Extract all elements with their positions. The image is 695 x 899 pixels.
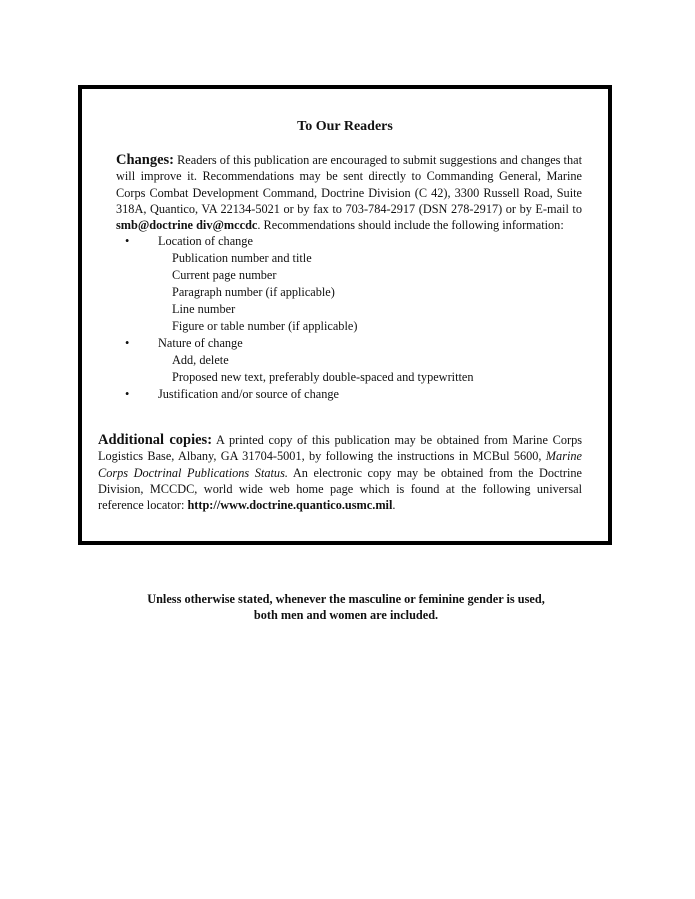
bullet-marker: • bbox=[125, 234, 130, 249]
gender-notice-line-1: Unless otherwise stated, whenever the masculine or feminine gender is used, bbox=[147, 592, 545, 606]
sub-item: Paragraph number (if applicable) bbox=[172, 285, 335, 300]
sub-item: Add, delete bbox=[172, 352, 229, 367]
publication-title: Marine Corps Doctrinal Publications Status. bbox=[98, 449, 582, 480]
changes-email: smb@doctrine div@mccdc bbox=[116, 218, 258, 233]
bullet-label: Nature of change bbox=[158, 335, 243, 350]
sub-item: Line number bbox=[172, 302, 236, 317]
bullet-location-of-change bbox=[116, 233, 582, 250]
changes-paragraph bbox=[116, 152, 582, 233]
additional-copies-label: Additional copies: bbox=[98, 432, 213, 448]
gender-notice bbox=[78, 591, 614, 623]
box-title: To Our Readers bbox=[297, 119, 393, 134]
gender-notice-line-2: both men and women are included. bbox=[253, 608, 439, 622]
readers-notice-box bbox=[78, 85, 612, 545]
bullet-nature-of-change bbox=[116, 335, 582, 352]
changes-bullet-list bbox=[116, 233, 582, 402]
additional-text-before-title: A printed copy of this publication may be obtained from Marine Corps Logistics Base, Albany, GA 31704-5001, by following the instructions in MCBul 5600, bbox=[98, 433, 582, 464]
additional-copies-paragraph bbox=[98, 432, 582, 513]
bullet-label: Justification and/or source of change bbox=[158, 386, 339, 401]
changes-label: Changes: bbox=[116, 152, 175, 168]
doctrine-url: http://www.doctrine.quantico.usmc.mil bbox=[187, 498, 393, 513]
bullet-marker: • bbox=[125, 335, 130, 350]
sub-item: Proposed new text, preferably double-spaced and typewritten bbox=[172, 369, 474, 384]
additional-text-end: . bbox=[392, 498, 396, 513]
bullet-justification bbox=[116, 386, 582, 403]
bullet-label: Location of change bbox=[158, 234, 253, 249]
additional-text-before-url: An electronic copy may be obtained from the Doctrine Division, MCCDC, world wide web home page which is found at the following universal reference locator: bbox=[98, 465, 582, 513]
bullet-marker: • bbox=[125, 386, 130, 401]
sub-item: Figure or table number (if applicable) bbox=[172, 319, 358, 334]
changes-text-after-email: . Recommendations should include the following information: bbox=[257, 218, 564, 233]
changes-section bbox=[116, 152, 582, 403]
changes-text-before-email: Readers of this publication are encouraged to submit suggestions and changes that will improve it. Recommendations may be sent directly to Commanding General, Marine Corps Combat Development Command, Doctrine Division (C 42), 3300 Russell Road, Suite 318A, Quantico, VA 22134-5021 or by fax to 703-784-2917 (DSN 278-2917) or by E-mail to bbox=[116, 153, 582, 216]
sub-item: Current page number bbox=[172, 268, 277, 283]
sub-item: Publication number and title bbox=[172, 251, 312, 266]
